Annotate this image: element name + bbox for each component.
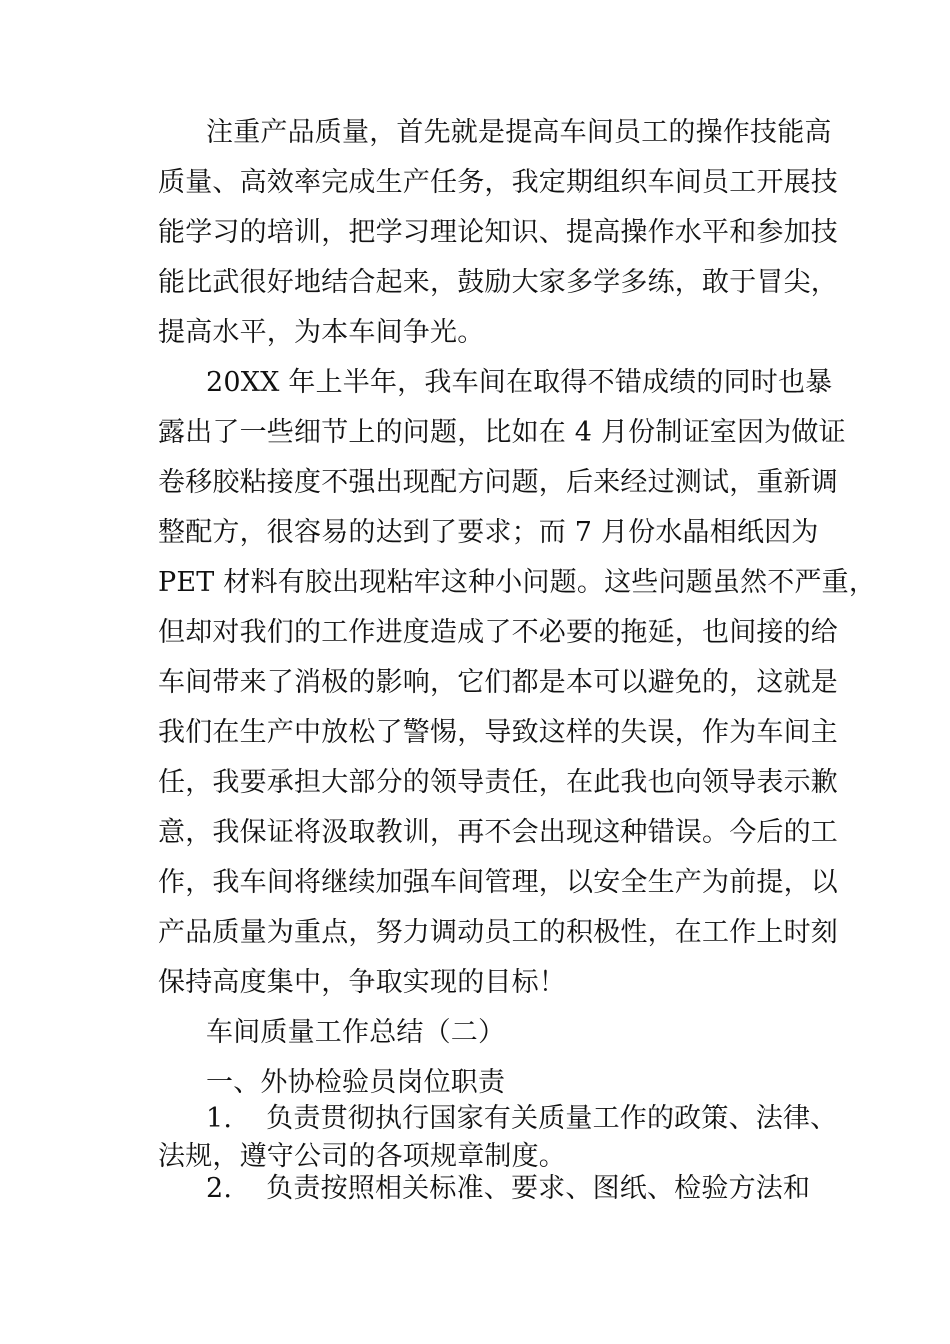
list-item-1 [206, 1102, 837, 1136]
paragraph-2-line: 露出了一些细节上的问题，比如在 4 月份制证室因为做证 [158, 417, 846, 448]
list-item-number: 1. [206, 1103, 233, 1134]
paragraph-2-line: 产品质量为重点，努力调动员工的积极性，在工作上时刻 [158, 917, 838, 948]
paragraph-2-line: 意，我保证将汲取教训，再不会出现这种错误。今后的工 [158, 817, 838, 848]
paragraph-1-line: 质量、高效率完成生产任务，我定期组织车间员工开展技 [158, 167, 838, 198]
paragraph-1-line: 注重产品质量，首先就是提高车间员工的操作技能高 [206, 117, 832, 148]
list-item-2 [206, 1172, 810, 1206]
paragraph-2-line: 保持高度集中，争取实现的目标！ [158, 967, 566, 998]
list-item-text: 负责贯彻执行国家有关质量工作的政策、法律、 [266, 1103, 838, 1134]
paragraph-2-line: 整配方，很容易的达到了要求；而 7 月份水晶相纸因为 [158, 517, 819, 548]
paragraph-2-line: PET 材料有胶出现粘牢这种小问题。这些问题虽然不严重， [158, 567, 877, 598]
paragraph-2-line: 卷移胶粘接度不强出现配方问题，后来经过测试，重新调 [158, 467, 838, 498]
paragraph-1-line: 能学习的培训，把学习理论知识、提高操作水平和参加技 [158, 217, 838, 248]
paragraph-2-line: 车间带来了消极的影响，它们都是本可以避免的，这就是 [158, 667, 838, 698]
paragraph-1-line: 提高水平，为本车间争光。 [158, 317, 485, 348]
paragraph-2-line: 任，我要承担大部分的领导责任，在此我也向领导表示歉 [158, 767, 838, 798]
list-item-1-continuation: 法规，遵守公司的各项规章制度。 [158, 1141, 566, 1172]
paragraph-2-line: 但却对我们的工作进度造成了不必要的拖延，也间接的给 [158, 617, 838, 648]
section-title: 一、外协检验员岗位职责 [206, 1067, 506, 1098]
paragraph-2-line: 20XX 年上半年，我车间在取得不错成绩的同时也暴 [206, 367, 833, 398]
document-heading: 车间质量工作总结（二） [206, 1017, 506, 1048]
paragraph-1-line: 能比武很好地结合起来，鼓励大家多学多练，敢于冒尖， [158, 267, 838, 298]
paragraph-2-line: 我们在生产中放松了警惕，导致这样的失误，作为车间主 [158, 717, 838, 748]
paragraph-2-line: 作，我车间将继续加强车间管理，以安全生产为前提，以 [158, 867, 838, 898]
list-item-number: 2. [206, 1173, 233, 1204]
list-item-text: 负责按照相关标准、要求、图纸、检验方法和 [266, 1173, 811, 1204]
